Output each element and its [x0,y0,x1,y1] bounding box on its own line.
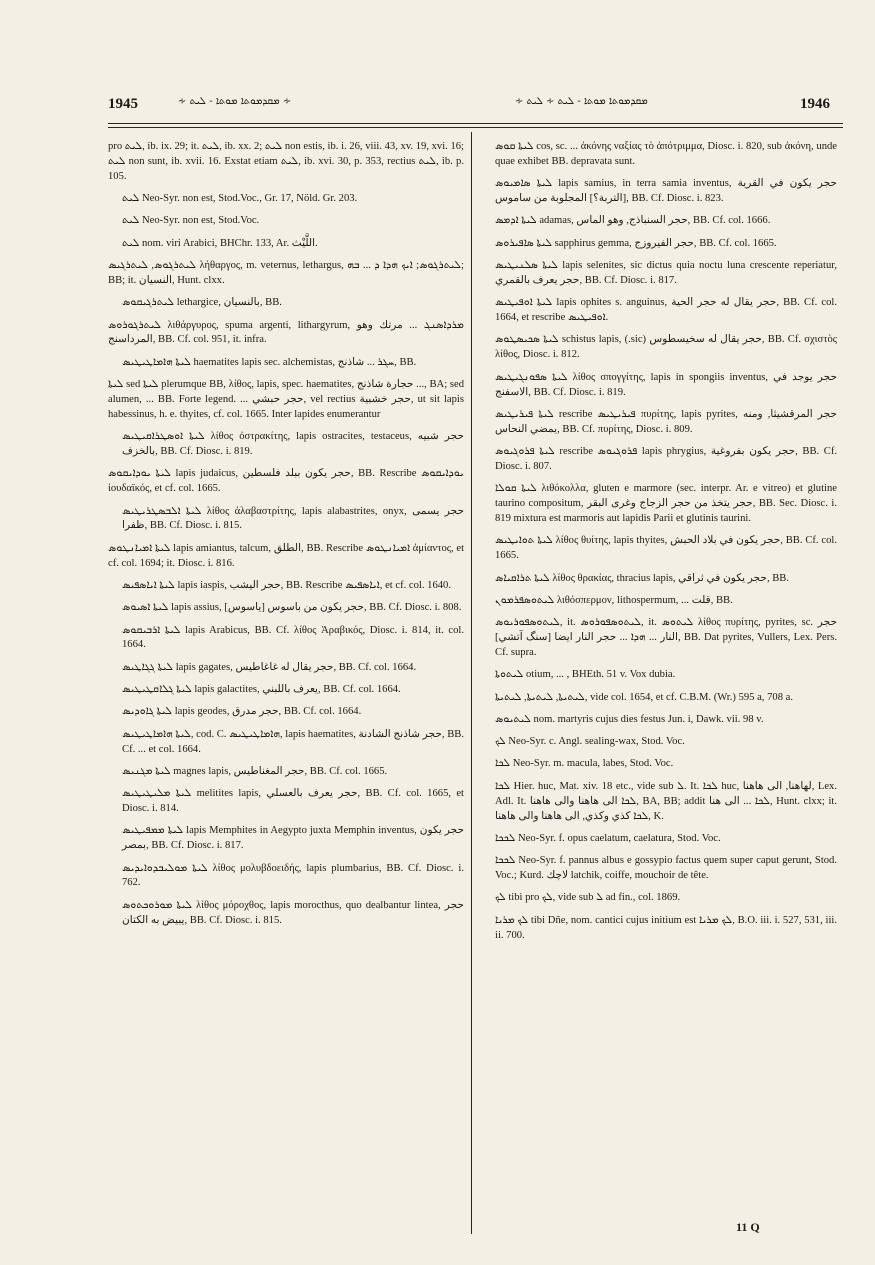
dictionary-entry: ܠܝܬܐ sed ܠܝܬܐ plerumque BB, λίθος, lapis, spec. haematites, حجارة شاذنج ..., BA; sed alumen, ... BB. Forte legend. ... حجر حبشي, vel rectius حجر خشبية, ut sit lapis habessinus, h. e. thyites, cf. col. 1665. Inter lapides enumerantur [108,379,464,420]
dictionary-entry: ܠܝܬܐ ܝܘܕܐܝܩܘܣ lapis judaicus, حجر يكون ببلد فلسطين, BB. Rescribe ܝܘܕܐܝܩܘܣ ἰουδαϊκός, et cf. col. 1665. [108,468,464,495]
dictionary-entry: pro ܠܝܬ, ib. ix. 29; it. ܠܝܬ, ib. xx. 2; ܠܝܬ non estis, ib. i. 26, viii. 43, xv. 19, xvi. 16; ܠܝܬ non sunt, ib. xvii. 16. Exstat etiam ܠܝܬ, ib. xvi. 30, p. 353, rectius ܠܝܬ, ib. p. 105. [108,141,464,182]
dictionary-entry: ܠܝܬܪܓܘܣ, ܠܝܬܪܓܝܣ λήθαργος, m. veternus, lethargus, ܠܝܬܪܓܘܣ; ܐܝܟ ܗܕܐ ܕ ... ܒܗ; BB; it. النسيان, Hunt. clxx. [108,260,464,286]
dictionary-entry: ܠܝܬܐ ܐܘܣܛܪܐܩܝܛܝܣ λίθος ὀστρακίτης, lapis ostracites, testaceus, حجر شبيه بالخزف, BB. Cf. Diosc. i. 819. [122,431,464,458]
dictionary-entry: ܠܟܐ Hier. huc, Mat. xiv. 18 etc., vide sub ܠ. It. ܠܟܐ huc, لهاهنا, الى هاهنا, Lex. Adl. It. ܠܟܐ الى هاهنا والى هاهنا, BA, BB; addit ܠܟܐ ... الى هنا, Hunt. clxx; it. ܠܟܐ كذي وكذي, الى هاهنا والى هاهنا, K. [495,780,837,822]
dictionary-entry: ܠܝܬܐ ܩܘܣ cos, sc. ... ἀκόνης ναξίας τὸ ἀπότριμμα, Diosc. i. 820, sub ἀκόνη, unde quae exhibet BB. depravata sunt. [495,141,837,167]
right-page-number: 1946 [800,96,830,112]
right-column [481,140,837,1235]
dictionary-entry: ܠܝܬܐ ܩܘܠܐ λιθόκολλα, gluten e marmore (sec. interpr. Ar. e vitreo) et glutine taurino compositum, حجر يتخذ من حجر الزجاج وغرى البقر, BB. Sec. Diosc. i. 819 mixtura est marmoris aut lapidis Parii et glutinis taurini. [495,483,837,525]
dictionary-entry: ܠܝܬܐ ܐܣܝܘܣ lapis assius, حجر يكون من باسوس [ياسوس], BB. Cf. Diosc. i. 808. [122,602,462,614]
dictionary-entry: ܠܝܬܘܣܦܘܪܝܘܣ, it. ܠܝܬܘܣܦܘܪܘܣ, it. ܠܝܬܘܣ λίθος πυρίτης, pyrites, sc. حجر النار ... ܗܕܐ ... حجر النار ايضا [سنگ آتشي], BB. Dat pyrites, Vullers, Lex. Pers. Cf. supra. [495,617,837,658]
header-rule-top [108,123,843,124]
dictionary-entry: ܠܝܬܐ ܣܠܢܝܛܝܣ lapis selenites, sic dictus quia noctu luna crescente reperiatur, حجر يعرف بالقمري, BB. Cf. Diosc. i. 817. [495,260,837,286]
left-column [108,140,464,1235]
dictionary-entry: ܠܟ tibi pro ܠܟ, vide sub ܠ ad fin., col. 1869. [495,892,681,904]
dictionary-entry: ܠܝܬܘܣܦܪܡܘܢ λιθόσπερμον, lithospermum, ... قلت, BB. [495,594,733,606]
left-running-title: ∻ ܡܩܕܡܘܬܐ ܡܘܬܐ - ܠܝܬ ∻ [178,96,292,107]
dictionary-entry: ܠܝܬܐ ܡܘܠܝܒܕܘܐܝܕܝܣ λίθος μολυβδοειδής, lapis plumbarius, BB. Cf. Diosc. i. 762. [122,862,464,889]
dictionary-entry: ܠܟܟܐ Neo-Syr. f. pannus albus e gossypio factus quem super caput gerunt, Stod. Voc.; Kurd. لاچك latchik, coiffe, mouchoir de tête. [495,855,837,882]
dictionary-entry: ܠܝܬܐ ܐܕܡܣ adamas, حجر السنباذج, وهو الماس, BB. Cf. col. 1666. [495,215,771,227]
dictionary-entry: ܠܝܬ nom. viri Arabici, BHChr. 133, Ar. اللَّيْث. [122,237,318,249]
dictionary-entry: ܠܝܬܐ ܡܡܦܝܛܝܣ lapis Memphites in Aegypto juxta Memphin inventus, حجر يكون بمصر, BB. Cf. Diosc. i. 817. [122,825,464,852]
dictionary-entry: ܠܟ Neo-Syr. c. Angl. sealing-wax, Stod. Voc. [495,736,685,748]
dictionary-entry: ܠܝܬܝܘܣ nom. martyris cujus dies festus Jun. i, Dawk. vii. 98 v. [495,713,764,725]
dictionary-entry: ܠܝܬܐ ܗܐܡܐܛܝܛܝܣ, cod. C. ܗܐܡܐܛܝܛܝܣ, lapis haematites, حجر شاذنج الشادنة, BB. Cf. ... et col. 1664. [122,728,464,755]
left-page-number: 1945 [108,96,138,112]
dictionary-entry: ܠܟܐ Neo-Syr. m. macula, labes, Stod. Voc. [495,758,674,770]
dictionary-entry: ܠܝܬܐ ܗܐܡܐܛܝܛܝܣ haematites lapis sec. alchemistas, ܚܓܪ ... شاذنج, BB. [122,356,417,368]
dictionary-entry: ܠܝܬ Neo-Syr. non est, Stod.Voc. [122,215,260,227]
dictionary-entry: ܠܝܬܐ ܣܦܘܢܓܝܛܝܣ λίθος σπογγίτης, lapis in spongiis inventus, حجر يوجد في الاسفنج, BB. Cf. Diosc. i. 819. [495,371,837,398]
dictionary-entry: ܠܝܬܐ ܐܡܝܐܢܛܘܣ lapis amiantus, talcum, الطلق, BB. Rescribe ܐܡܝܐܢܛܘܣ ἀμίαντος, et cf. col. 1694; it. Diosc. i. 816. [108,542,464,569]
dictionary-entry: ܠܝܬܐ ܣܐܡܝܘܣ lapis samius, in terra samia inventus, حجر يكون في القرية [التربة؟] المجلوبة من ساموس, BB. Cf. Diosc. i. 823. [495,178,837,205]
signature-mark: 11 Q [736,1220,760,1234]
dictionary-entry: ܠܝܬܪܓܘܪܘܣ λιθάργυρος, spuma argenti, lithargyrum, ܡܪܕܐܣܢܓ ... مرتك وهو المرداسنج, BB. Cf. col. 951, it. infra. [108,319,464,346]
dictionary-entry: ܠܝܬܐ ܣܟܝܣܛܘܣ schistus lapis, (.sic) حجر يقال له سخيسطوس, BB. Cf. σχιστὸς λίθος, Diosc. i. 812. [495,334,837,361]
dictionary-entry: ܠܝܬܐ ܬܘܐܝܛܝܣ λίθος θυίτης, lapis thyites, حجر يكون في بلاد الحبش, BB. Cf. col. 1665. [495,535,837,562]
dictionary-entry: ܠܝܬܐ ܡܓܢܝܣ magnes lapis, حجر المغناطيس, BB. Cf. col. 1665. [122,765,388,777]
dictionary-entry: ܠܝܬܐ ܬܪܐܩܝܐܣ λίθος θρακίας, thracius lapis, حجر يكون في ثراقي, BB. [495,572,790,584]
dictionary-entry: ܠܝܬܐ ܐܝܐܣܦܝܣ lapis iaspis, حجر اليشب, BB. Rescribe ܐܝܐܣܦܝܣ, et cf. col. 1640. [122,579,451,591]
header-rule-bottom [108,127,843,128]
dictionary-entry: ܠܝܬܘܬܐ otium, ... , BHEth. 51 v. Vox dubia. [495,669,676,681]
dictionary-entry: ܠܝܬܐ ܡܘܪܘܟܬܘܣ λίθος μόροχθος, lapis morocthus, quo dealbantur lintea, حجر يبيض به الكتان, BB. Cf. Diosc. i. 815. [122,899,464,926]
dictionary-entry: ܠܝܬܐ ܓܠܐܩܛܝܛܝܣ lapis galactites, يعرف باللبني, BB. Cf. col. 1664. [122,684,401,696]
dictionary-entry: ܠܝܬܐ ܐܠܒܣܛܪܝܛܝܣ λίθος ἀλαβαστρίτης, lapis alabastrites, onyx, حجر يسمى ظفرا, BB. Cf. Diosc. i. 815. [122,505,464,532]
dictionary-entry: ܠܝܬܪܓܝܩܘܣ lethargice, بالنسيان, BB. [122,297,282,309]
dictionary-entry: ܠܝܬܐ ܓܓܐܛܝܣ lapis gagates, حجر يقال له غاغاطيس, BB. Cf. col. 1664. [122,661,417,673]
dictionary-entry: ܠܝܬܐ ܡܠܝܛܝܛܝܣ melitites lapis, حجر يعرف بالعسلي, BB. Cf. col. 1665, et Diosc. i. 814. [122,788,464,815]
dictionary-entry: ܠܝܬ Neo-Syr. non est, Stod.Voc., Gr. 17, Nöld. Gr. 203. [122,193,358,205]
dictionary-entry: ܠܝܬܐ ܓܐܘܕܝܣ lapis geodes, حجر مدرق, BB. Cf. col. 1664. [122,706,362,718]
dictionary-entry: ܠܝܬܐ ܐܪܒܝܩܘܣ lapis Arabicus, BB. Cf. λίθος Ἀραβικός, Diosc. i. 814, it. col. 1664. [122,624,464,651]
dictionary-entry: ܠܝܬܐ ܣܐܦܝܪܘܣ sapphirus gemma, حجر الفيروزج, BB. Cf. col. 1665. [495,237,777,249]
dictionary-entry: ܠܝܬܐ ܦܪܘܓܝܘܣ rescribe ܦܪܘܓܝܘܣ lapis phrygius, حجر يكون بفروغية, BB. Cf. Diosc. i. 807. [495,446,837,472]
column-divider [471,132,472,1234]
dictionary-entry: ܠܝܬܝܬܐ, ܠܝܬܝܬܐ, ܠܝܬܝܬܐ, vide col. 1654, et cf. C.B.M. (Wr.) 595 a, 708 a. [495,691,793,703]
dictionary-entry: ܠܟܟܐ Neo-Syr. f. opus caelatum, caelatura, Stod. Voc. [495,832,721,844]
right-running-title: ∻ ܡܩܕܡܘܬܐ ܡܘܬܐ - ܠܝܬ ∻ ܠܝܬ [515,96,648,107]
dictionary-entry: ܠܟ ܡܪܝܐ tibi Dñe, nom. cantici cujus initium est ܠܟ ܡܪܝܐ, B.O. iii. i. 527, 531, iii. ii. 700. [495,914,837,941]
dictionary-entry: ܠܝܬܐ ܐܘܦܝܛܝܣ lapis ophites s. anguinus, حجر يقال له حجر الحية, BB. Cf. col. 1664, et rescribe ܐܘܦܝܛܝܣ. [495,297,837,324]
dictionary-entry: ܠܝܬܐ ܦܝܪܝܛܝܣ rescribe ܦܝܪܝܛܝܣ πυρίτης, lapis pyrites, حجر المرقشيثا, ومنه يمضي النحاس, BB. Cf. πυρίτης, Diosc. i. 809. [495,408,837,435]
